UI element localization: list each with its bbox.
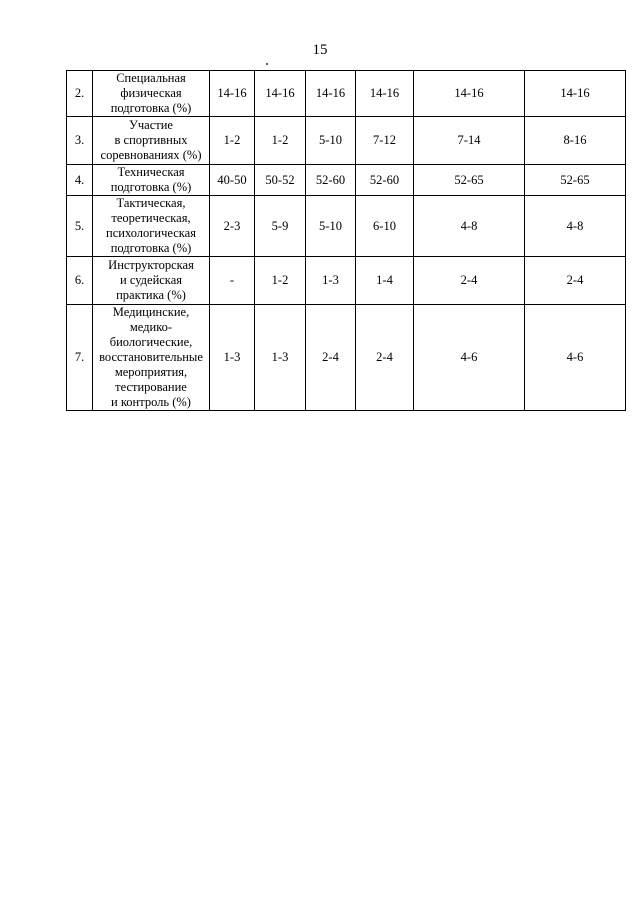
table-cell: 4-6 <box>525 305 626 411</box>
table-row <box>67 257 626 305</box>
row-label-line: Медицинские, <box>112 305 190 319</box>
row-label-line: Специальная <box>116 71 186 85</box>
row-label <box>93 196 210 257</box>
table-cell: 1-3 <box>210 305 255 411</box>
table-cell: 1-3 <box>306 257 356 305</box>
row-number: 3. <box>67 117 93 165</box>
table-cell: 14-16 <box>255 71 306 117</box>
table-cell: 14-16 <box>210 71 255 117</box>
row-label-line: соревнованиях (%) <box>100 148 202 162</box>
table-body <box>67 71 626 411</box>
row-label-line: в спортивных <box>114 133 188 147</box>
table-cell: 52-60 <box>306 165 356 196</box>
table-cell: 14-16 <box>306 71 356 117</box>
row-label-line: медико- <box>129 320 173 334</box>
row-label-line: теоретическая, <box>111 211 191 225</box>
row-label-line: психологическая <box>106 226 196 240</box>
table-cell: 2-3 <box>210 196 255 257</box>
row-label-line: подготовка (%) <box>110 101 192 115</box>
row-label-line: и контроль (%) <box>111 395 191 409</box>
row-label-line: восстановительные <box>99 350 203 364</box>
table-cell: 1-4 <box>356 257 414 305</box>
table-cell: 1-2 <box>210 117 255 165</box>
scan-speck <box>266 63 268 65</box>
training-plan-table <box>66 70 626 411</box>
table-cell: 5-10 <box>306 196 356 257</box>
row-label <box>93 257 210 305</box>
table-row <box>67 71 626 117</box>
table-row <box>67 196 626 257</box>
row-label-line: физическая <box>120 86 182 100</box>
row-number: 7. <box>67 305 93 411</box>
row-label-line: Тактическая, <box>116 196 186 210</box>
table-cell: 6-10 <box>356 196 414 257</box>
table-cell: 40-50 <box>210 165 255 196</box>
table-cell: 7-14 <box>414 117 525 165</box>
row-label-line: Техническая <box>117 165 185 179</box>
table-row <box>67 165 626 196</box>
row-label <box>93 305 210 411</box>
table-cell: 14-16 <box>525 71 626 117</box>
table-cell: 52-60 <box>356 165 414 196</box>
row-label-line: Инструкторская <box>108 258 194 272</box>
table-cell: 4-8 <box>414 196 525 257</box>
table-cell: 4-6 <box>414 305 525 411</box>
table-cell: 5-9 <box>255 196 306 257</box>
table-cell: 8-16 <box>525 117 626 165</box>
row-label-line: биологические, <box>109 335 193 349</box>
row-label <box>93 117 210 165</box>
row-label-line: подготовка (%) <box>110 180 192 194</box>
row-label-line: мероприятия, <box>114 365 188 379</box>
row-label-line: Участие <box>129 118 173 132</box>
row-number: 5. <box>67 196 93 257</box>
page-number: 15 <box>312 42 328 58</box>
table-cell: 2-4 <box>356 305 414 411</box>
table-cell: 2-4 <box>414 257 525 305</box>
table-cell: 1-2 <box>255 117 306 165</box>
table-cell: 52-65 <box>525 165 626 196</box>
table-cell: 1-2 <box>255 257 306 305</box>
table-cell: 2-4 <box>306 305 356 411</box>
row-number: 4. <box>67 165 93 196</box>
row-label <box>93 71 210 117</box>
table-cell: 5-10 <box>306 117 356 165</box>
row-number: 6. <box>67 257 93 305</box>
table-cell: 1-3 <box>255 305 306 411</box>
table-row <box>67 305 626 411</box>
table-cell: 14-16 <box>414 71 525 117</box>
table-cell: 52-65 <box>414 165 525 196</box>
row-label <box>93 165 210 196</box>
row-number: 2. <box>67 71 93 117</box>
table-cell: 4-8 <box>525 196 626 257</box>
table-cell: - <box>210 257 255 305</box>
row-label-line: практика (%) <box>116 288 186 302</box>
row-label-line: подготовка (%) <box>110 241 192 255</box>
table-cell: 50-52 <box>255 165 306 196</box>
table-cell: 14-16 <box>356 71 414 117</box>
table-cell: 7-12 <box>356 117 414 165</box>
row-label-line: и судейская <box>120 273 182 287</box>
row-label-line: тестирование <box>115 380 187 394</box>
table-cell: 2-4 <box>525 257 626 305</box>
table-row <box>67 117 626 165</box>
